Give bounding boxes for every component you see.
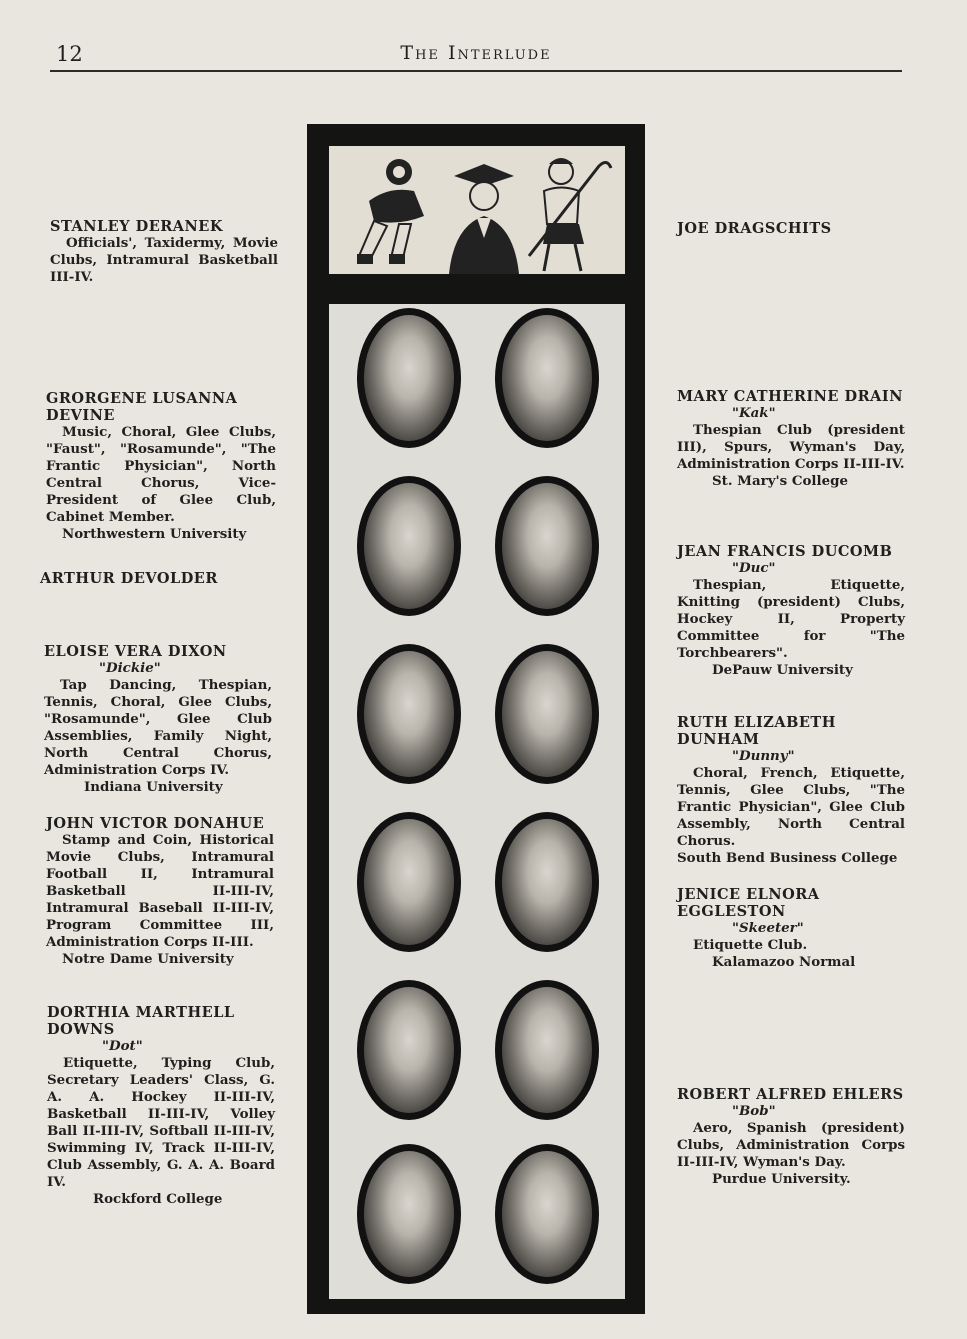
- student-nickname: "Bob": [732, 1103, 776, 1119]
- student-college: Northwestern University: [62, 526, 247, 542]
- portrait: [357, 644, 461, 784]
- sports-illustration-icon: [329, 146, 625, 274]
- student-name: JOHN VICTOR DONAHUE: [46, 815, 265, 832]
- portrait: [495, 644, 599, 784]
- student-name: JOE DRAGSCHITS: [677, 220, 832, 237]
- illustration-banner: [329, 146, 625, 274]
- page-header: [50, 38, 902, 72]
- portrait: [495, 980, 599, 1120]
- student-activities: Aero, Spanish (president) Clubs, Administration Corps II-III-IV, Wyman's Day.: [677, 1120, 905, 1170]
- senior-entry: [677, 714, 905, 867]
- student-activities: Etiquette, Typing Club, Secretary Leaders' Class, G. A. A. Hockey II-III-IV, Basketball II-III-IV, Volley Ball II-III-IV, Softball II-III-IV, Swimming IV, Track II-III-IV, Club Assembly, G. A. A. Board IV.: [47, 1055, 275, 1190]
- student-activities: Thespian Club (president III), Spurs, Wyman's Day, Administration Corps II-III-IV.: [677, 422, 905, 472]
- student-college: Indiana University: [84, 779, 223, 795]
- senior-entry: [677, 388, 905, 490]
- portrait: [357, 476, 461, 616]
- student-activities: Music, Choral, Glee Clubs, "Faust", "Rosamunde", "The Frantic Physician", North Central Chorus, Vice-President of Glee Club, Cabinet Member.: [46, 424, 276, 525]
- portrait: [357, 980, 461, 1120]
- student-nickname: "Dot": [102, 1038, 143, 1054]
- senior-entry: [677, 1086, 905, 1188]
- portrait-grid: [329, 304, 625, 1299]
- student-college: Notre Dame University: [62, 951, 234, 967]
- student-college: St. Mary's College: [712, 473, 848, 489]
- student-name: MARY CATHERINE DRAIN: [677, 388, 903, 405]
- student-nickname: "Dunny": [732, 748, 795, 764]
- senior-entry: [47, 1004, 275, 1208]
- student-activities: Officials', Taxidermy, Movie Clubs, Intramural Basketball III-IV.: [50, 235, 278, 285]
- student-activities: Etiquette Club.: [693, 937, 808, 953]
- student-college: DePauw University: [712, 662, 853, 678]
- student-activities: Choral, French, Etiquette, Tennis, Glee Clubs, "The Frantic Physician", Glee Club Assembly, North Central Chorus.: [677, 765, 905, 849]
- portrait: [495, 476, 599, 616]
- senior-entry: [50, 218, 278, 286]
- student-college: Rockford College: [93, 1191, 223, 1207]
- student-nickname: "Kak": [732, 405, 776, 421]
- student-nickname: "Dickie": [99, 660, 161, 676]
- student-name: DORTHIA MARTHELL DOWNS: [47, 1004, 235, 1038]
- student-college: South Bend Business College: [677, 850, 898, 866]
- senior-entry: [677, 543, 905, 679]
- senior-entry: [40, 570, 268, 587]
- portrait: [357, 812, 461, 952]
- student-name: STANLEY DERANEK: [50, 218, 223, 235]
- student-name: ARTHUR DEVOLDER: [40, 570, 218, 587]
- student-college: Kalamazoo Normal: [712, 954, 856, 970]
- photo-strip: [307, 124, 645, 1314]
- student-name: ROBERT ALFRED EHLERS: [677, 1086, 904, 1103]
- page-number: 12: [56, 42, 83, 66]
- senior-entry: [46, 390, 276, 543]
- student-college: Purdue University.: [712, 1171, 851, 1187]
- student-activities: Tap Dancing, Thespian, Tennis, Choral, Glee Clubs, "Rosamunde", Glee Club Assemblies, Family Night, North Central Chorus, Administration Corps IV.: [44, 677, 272, 778]
- student-name: RUTH ELIZABETH DUNHAM: [677, 714, 836, 748]
- student-nickname: "Skeeter": [732, 920, 804, 936]
- senior-entry: [46, 815, 274, 968]
- student-name: JEAN FRANCIS DUCOMB: [677, 543, 893, 560]
- senior-entry: [677, 220, 905, 237]
- student-nickname: "Duc": [732, 560, 776, 576]
- senior-entry: [44, 643, 272, 796]
- student-activities: Thespian, Etiquette, Knitting (president) Clubs, Hockey II, Property Committee for "The Torchbearers".: [677, 577, 905, 661]
- running-title: The Interlude: [400, 42, 552, 64]
- portrait: [357, 1144, 461, 1284]
- portrait: [495, 1144, 599, 1284]
- senior-entry: [677, 886, 905, 971]
- student-name: JENICE ELNORA EGGLESTON: [677, 886, 820, 920]
- student-name: GRORGENE LUSANNA DEVINE: [46, 390, 238, 424]
- portrait: [495, 812, 599, 952]
- student-activities: Stamp and Coin, Historical Movie Clubs, Intramural Football II, Intramural Basketball II-III-IV, Intramural Baseball II-III-IV, Program Committee III, Administration Corps II-III.: [46, 832, 274, 950]
- portrait: [357, 308, 461, 448]
- student-name: ELOISE VERA DIXON: [44, 643, 227, 660]
- portrait: [495, 308, 599, 448]
